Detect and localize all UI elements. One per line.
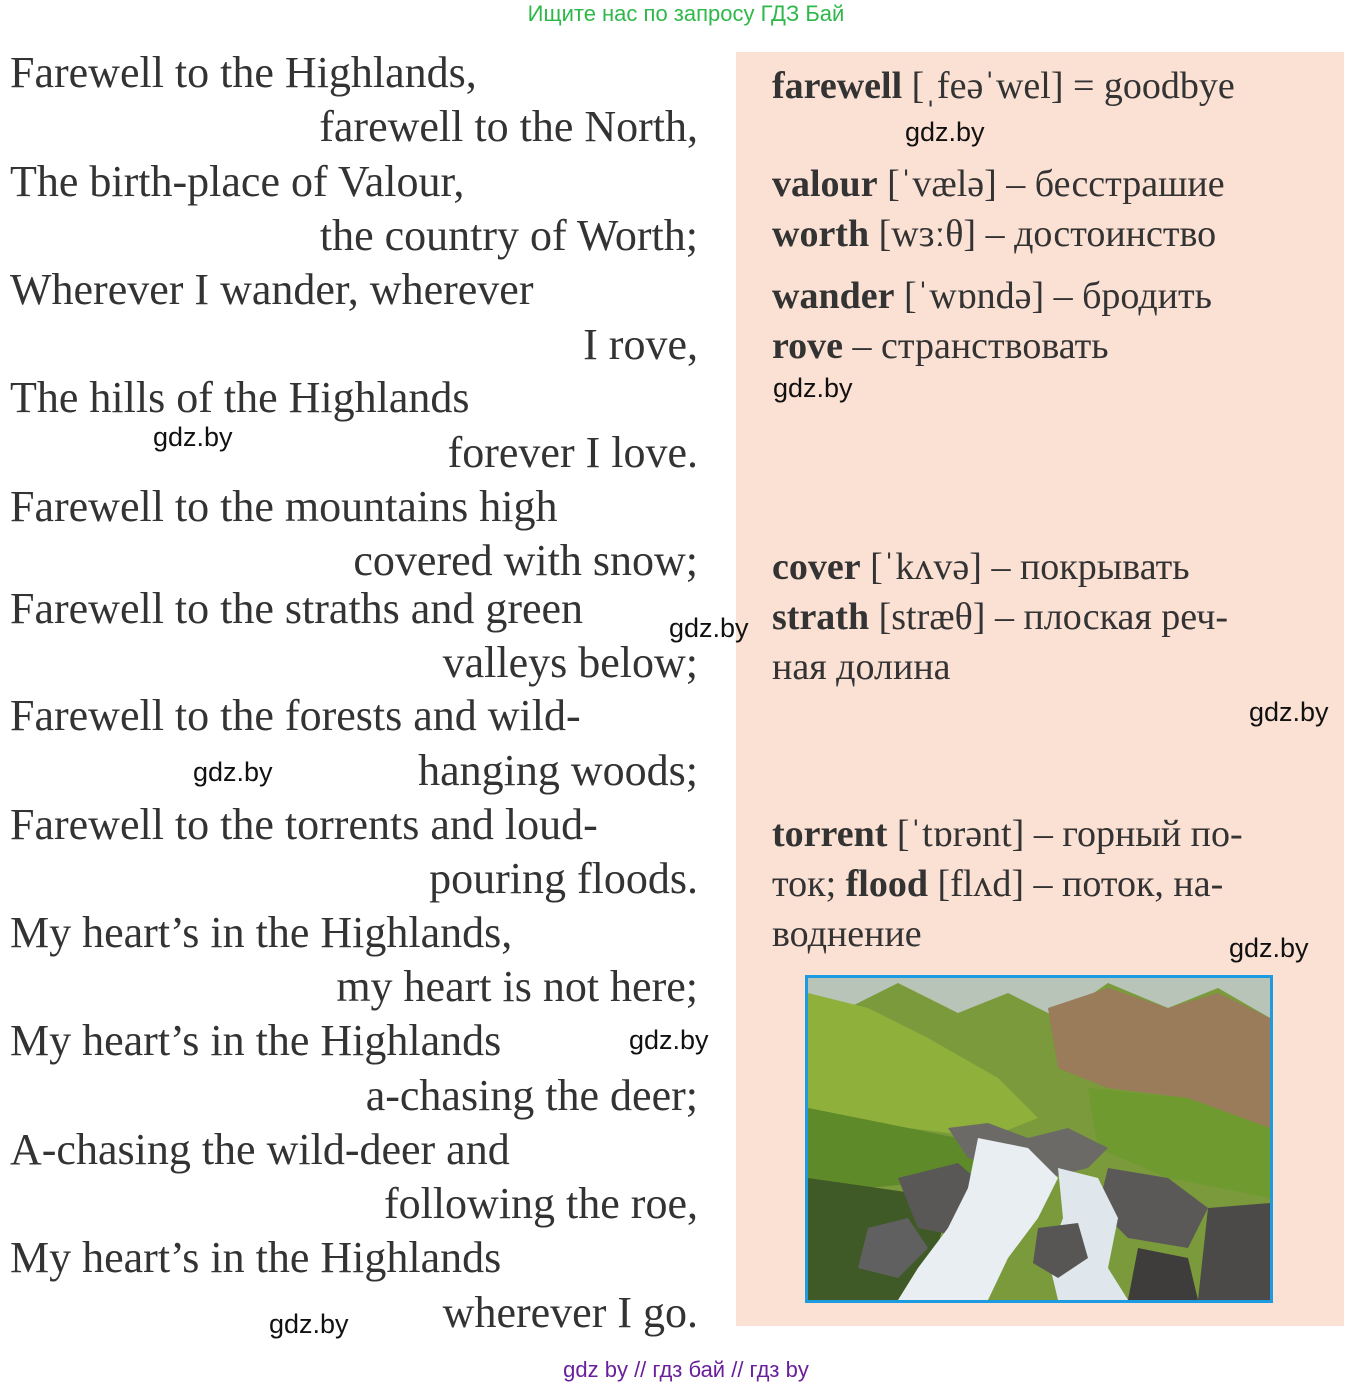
glossary-entry: cover [ˈkʌvə] – покрывать [772,546,1190,588]
watermark: gdz.by [153,422,233,452]
poem-line: My heart’s in the Highlands [10,1016,502,1065]
poem-line: wherever I go. [442,1288,698,1337]
poem-line: hanging woods; [418,746,698,795]
poem-line: Farewell to the torrents and loud- [10,800,598,849]
top-banner: Ищите нас по запросу ГДЗ Бай [527,1,845,26]
poem-line: A-chasing the wild-deer and [10,1125,510,1174]
poem-line: valleys below; [442,638,698,687]
watermark: gdz.by [669,613,749,643]
poem-line: Farewell to the straths and green [10,584,584,633]
poem-line: The birth-place of Valour, [10,157,465,206]
watermark: gdz.by [1229,933,1309,963]
watermark: gdz.by [269,1309,349,1339]
poem-line: Farewell to the forests and wild- [10,691,581,740]
poem-line: farewell to the North, [319,102,698,151]
glossary-entry: ная долина [772,646,951,688]
watermark: gdz.by [773,373,853,403]
glossary-entry: worth [wɜːθ] – достоинство [772,213,1217,255]
poem-line: my heart is not here; [336,962,698,1011]
poem-line: forever I love. [447,428,698,477]
glossary-entry: rove – странствовать [772,325,1109,367]
watermark: gdz.by [193,757,273,787]
glossary-entry: farewell [ˌfeəˈwel] = goodbye [772,65,1235,107]
watermark: gdz.by [1249,697,1329,727]
glossary-entry: воднение [772,913,922,955]
watermark: gdz.by [905,117,985,147]
poem-line: the country of Worth; [319,211,698,260]
glossary-entry: wander [ˈwɒndə] – бродить [772,275,1212,317]
poem-line: The hills of the Highlands [10,373,470,422]
poem-line: a-chasing the deer; [365,1071,698,1120]
glossary-entry: strath [stræθ] – плоская реч- [772,596,1228,638]
glossary-entry: torrent [ˈtɒrənt] – горный по- [772,813,1243,855]
watermark: gdz.by [629,1025,709,1055]
poem-line: Wherever I wander, wherever [10,265,534,314]
poem-line: My heart’s in the Highlands [10,1233,502,1282]
poem-line: My heart’s in the Highlands, [10,908,513,957]
glossary-entry: ток; flood [flʌd] – поток, на- [772,863,1224,905]
poem-line: following the roe, [383,1179,698,1228]
poem-line: covered with snow; [353,536,698,585]
mountain-stream-photo [805,975,1273,1303]
poem-line: Farewell to the Highlands, [10,48,477,97]
footer-watermark: gdz by // гдз бай // гдз by [563,1357,809,1382]
poem-line: pouring floods. [429,854,698,903]
glossary-entry: valour [ˈvælə] – бесстрашие [772,163,1225,205]
poem-line: I rove, [583,320,698,369]
poem-line: Farewell to the mountains high [10,482,558,531]
